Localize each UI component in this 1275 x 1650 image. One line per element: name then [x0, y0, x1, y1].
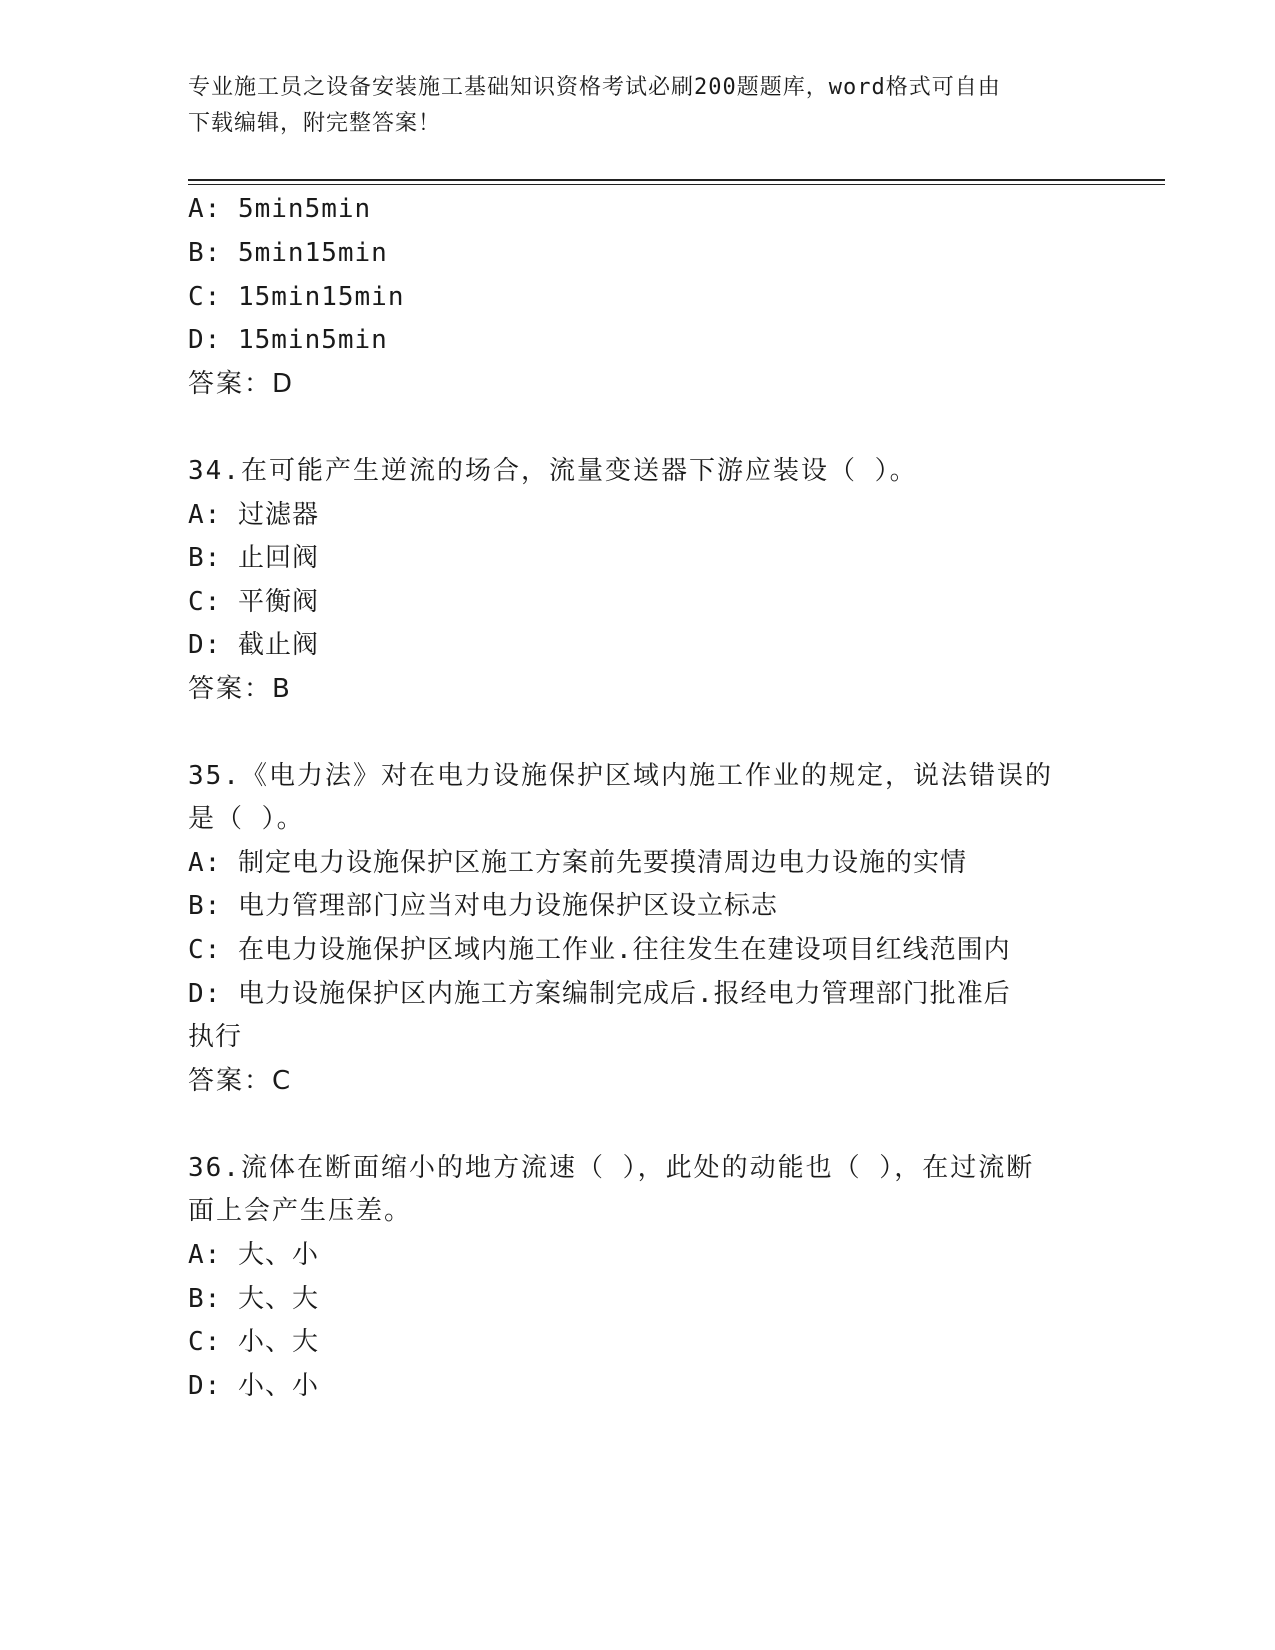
header-line-1: 专业施工员之设备安装施工基础知识资格考试必刷200题题库，word格式可自由	[188, 75, 1001, 100]
q34-answer: 答案：B	[188, 674, 292, 704]
q35-option-c: C: 在电力设施保护区域内施工作业.往往发生在建设项目红线范围内	[188, 935, 1011, 965]
q35-answer: 答案：C	[188, 1066, 293, 1096]
q33-option-d: D: 15min5min	[188, 325, 388, 355]
q33-answer: 答案：D	[188, 369, 295, 399]
q36-stem-line-2: 面上会产生压差。	[188, 1196, 413, 1226]
q33-option-c: C: 15min15min	[188, 282, 405, 312]
q36-option-a: A: 大、小	[188, 1240, 319, 1270]
q35-option-a: A: 制定电力设施保护区施工方案前先要摸清周边电力设施的实情	[188, 848, 967, 878]
q34-option-a: A: 过滤器	[188, 500, 319, 530]
q34-option-b: B: 止回阀	[188, 543, 319, 573]
header-rule-thin	[188, 184, 1165, 185]
header-line-2: 下载编辑，附完整答案！	[188, 111, 442, 136]
q36-option-b: B: 大、大	[188, 1284, 319, 1314]
q35-stem-line-1: 35.《电力法》对在电力设施保护区域内施工作业的规定，说法错误的	[188, 761, 1053, 791]
q35-stem-line-2: 是（ ）。	[188, 804, 305, 834]
q34-stem: 34.在可能产生逆流的场合，流量变送器下游应装设（ ）。	[188, 456, 918, 486]
q35-option-d-line-2: 执行	[188, 1022, 243, 1052]
q36-option-d: D: 小、小	[188, 1371, 319, 1401]
q36-stem-line-1: 36.流体在断面缩小的地方流速（ ），此处的动能也（ ），在过流断	[188, 1153, 1035, 1183]
q34-option-d: D: 截止阀	[188, 630, 319, 660]
q35-option-d-line-1: D: 电力设施保护区内施工方案编制完成后.报经电力管理部门批准后	[188, 979, 1011, 1009]
q36-option-c: C: 小、大	[188, 1327, 319, 1357]
q33-option-a: A: 5min5min	[188, 194, 372, 224]
q35-option-b: B: 电力管理部门应当对电力设施保护区设立标志	[188, 891, 778, 921]
document-header	[188, 70, 1068, 142]
q34-option-c: C: 平衡阀	[188, 587, 319, 617]
header-rule-thick	[188, 179, 1165, 181]
q33-option-b: B: 5min15min	[188, 238, 388, 268]
